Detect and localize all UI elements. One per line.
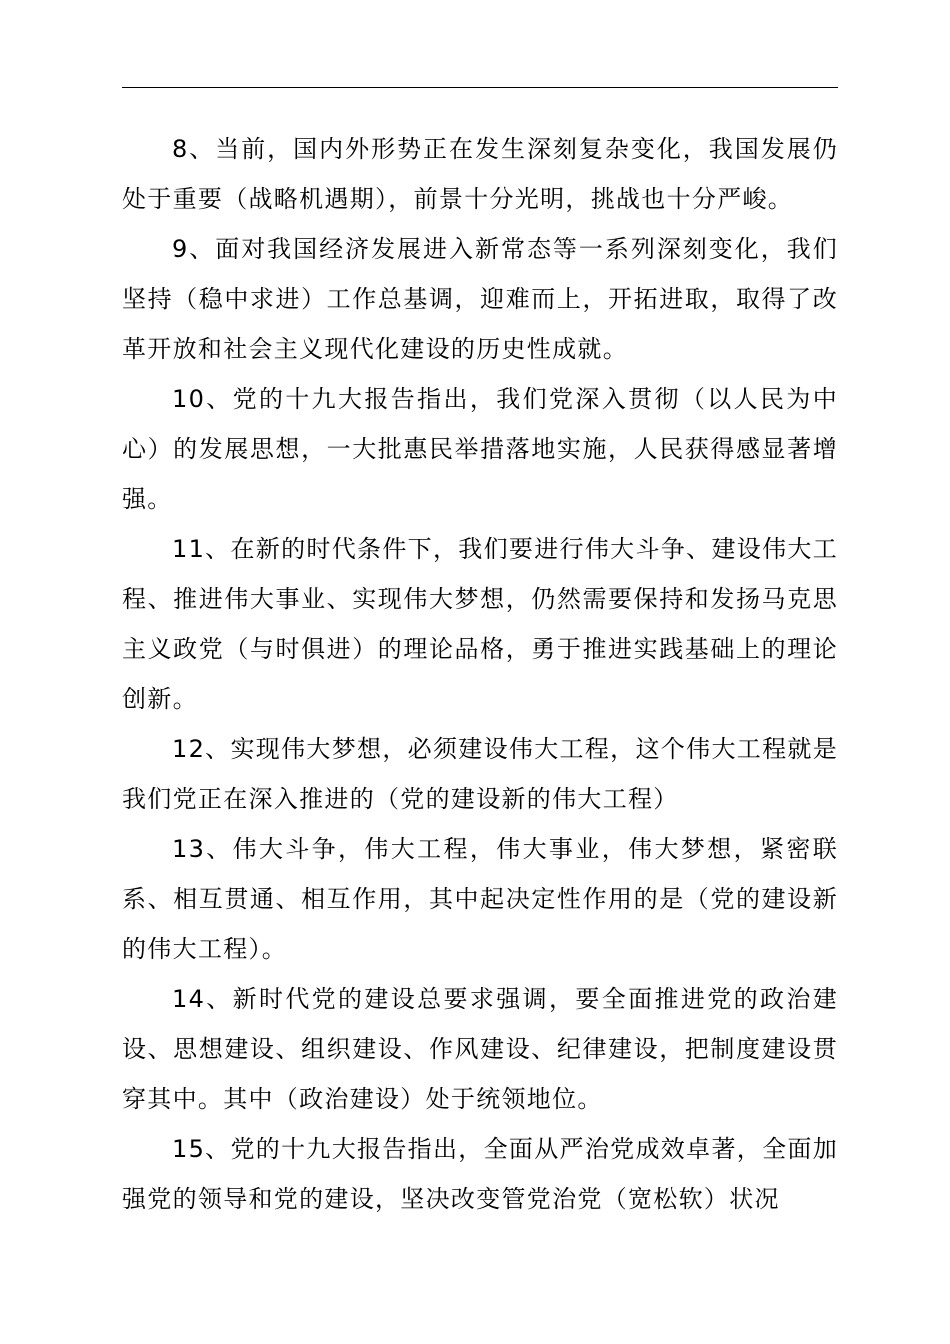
paragraph-item-14: 14、新时代党的建设总要求强调，要全面推进党的政治建设、思想建设、组织建设、作风建设、纪律建设，把制度建设贯穿其中。其中（政治建设）处于统领地位。: [122, 985, 838, 1113]
paragraph-item-10: 10、党的十九大报告指出，我们党深入贯彻（以人民为中心）的发展思想，一大批惠民举措落地实施，人民获得感显著增强。: [122, 385, 838, 513]
paragraph-item-12: 12、实现伟大梦想，必须建设伟大工程，这个伟大工程就是我们党正在深入推进的（党的建设新的伟大工程）: [122, 735, 838, 813]
paragraph-item-11: 11、在新的时代条件下，我们要进行伟大斗争、建设伟大工程、推进伟大事业、实现伟大梦想，仍然需要保持和发扬马克思主义政党（与时俱进）的理论品格，勇于推进实践基础上的理论创新。: [122, 535, 838, 713]
paragraph-item-15: 15、党的十九大报告指出，全面从严治党成效卓著，全面加强党的领导和党的建设，坚决改变管党治党（宽松软）状况: [122, 1135, 838, 1213]
paragraph-item-8: 8、当前，国内外形势正在发生深刻复杂变化，我国发展仍处于重要（战略机遇期），前景十分光明，挑战也十分严峻。: [122, 135, 838, 213]
paragraph-item-9: 9、面对我国经济发展进入新常态等一系列深刻变化，我们坚持（稳中求进）工作总基调，迎难而上，开拓进取，取得了改革开放和社会主义现代化建设的历史性成就。: [122, 235, 838, 363]
paragraph-item-13: 13、伟大斗争，伟大工程，伟大事业，伟大梦想，紧密联系、相互贯通、相互作用，其中起决定性作用的是（党的建设新的伟大工程）。: [122, 835, 838, 963]
document-body: [122, 124, 838, 1224]
header-rule: [122, 87, 838, 88]
